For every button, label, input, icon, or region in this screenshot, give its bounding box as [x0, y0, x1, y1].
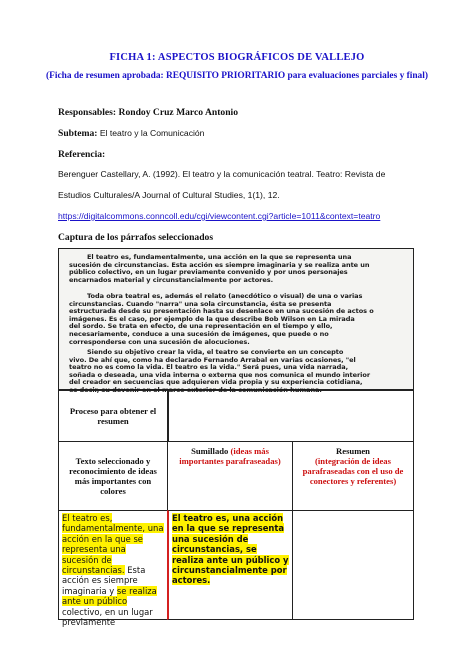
summary-process-table: [58, 390, 414, 628]
reference-line-2: Estudios Culturales/A Journal of Cultural Studies, 1(1), 12.: [58, 190, 280, 200]
document-subtitle: (Ficha de resumen aprobada: REQUISITO PRIORITARIO para evaluaciones parciales y final): [46, 71, 428, 81]
captura-label: Captura de los párrafos seleccionados: [58, 232, 214, 243]
highlighted-text: se realiza ante un público: [62, 585, 157, 607]
scan-line: El teatro es, fundamentalmente, una acción en la que se representa una: [87, 253, 352, 261]
responsables-label: Responsables:: [58, 107, 117, 118]
scan-line: teatro no es como la vida. El teatro es la vida." Será pues, una vida narrada,: [69, 363, 349, 372]
scan-line: encarnados material y circunstancialmente por actores.: [69, 275, 274, 284]
col3-header-red: (integración de ideas parafraseadas con el uso de conectores y referentes): [302, 456, 404, 486]
highlighted-text: El teatro es, fundamentalmente, una acción en la que se representa una sucesión de circunstancias.: [62, 513, 164, 576]
proceso-header-cell: [58, 390, 168, 442]
reference-link[interactable]: https://digitalcommons.conncoll.edu/cgi/viewcontent.cgi?article=1011&context=teatro: [58, 211, 381, 221]
scan-line: Toda obra teatral es, además el relato (anecdótico o visual) de una o varias: [87, 292, 363, 300]
subtema-label: Subtema:: [58, 128, 98, 139]
plain-text: colectivo, en un lugar previamente: [62, 606, 153, 628]
captured-paragraphs-image: [58, 248, 414, 394]
scan-paragraph-3: [69, 349, 370, 395]
scan-paragraph-1: [69, 254, 370, 284]
scan-line: circunstancias. Cuando "narra" una sola circunstancia, ésta se presenta: [69, 299, 332, 308]
scan-line: del sordo. Se trata en efecto, de una representación en el tiempo y ello,: [69, 322, 333, 331]
col1-header: Texto seleccionado y reconocimiento de ideas más importantes con colores: [69, 456, 157, 496]
empty-header-cell: [168, 390, 414, 442]
referencia-label: Referencia:: [58, 149, 106, 160]
reference-line-1: Berenguer Castellary, A. (1992). El teatro y la comunicación teatral. Teatro: Revista de: [58, 169, 386, 179]
col2-header-black: Sumillado: [191, 446, 229, 456]
col2-header-red: (ideas más importantes parafraseadas): [179, 446, 281, 466]
scan-line: sucesión de circunstancias. Esta acción es siempre imaginaria y se realiza ante un: [69, 260, 370, 269]
plain-text: Esta acción es siempre imaginaria y: [62, 565, 146, 596]
scan-paragraph-2: [69, 293, 374, 346]
responsables-line: [58, 107, 238, 118]
responsables-value: Rondoy Cruz Marco Antonio: [118, 107, 238, 118]
scan-line: público colectivo, en un lugar previamente convenido y por unos personajes: [69, 268, 348, 277]
col1-header-cell: [58, 441, 168, 511]
col1-body-cell: [58, 510, 168, 628]
scan-line: soñada o deseada, una vida interna o externa que nos comunica el mundo interior: [69, 370, 370, 379]
scan-line: necesariamente, conduce a una sucesión de imágenes, que puede o no: [69, 329, 329, 338]
scan-line: del creador en secuencias que adquieren vida propia y su experiencia cotidiana,: [69, 378, 363, 387]
col2-header-cell: [167, 441, 293, 511]
col3-body-cell: [292, 510, 414, 620]
scan-line: vivo. De ahí que, como ha declarado Fernando Arrabal en varias ocasiones, "el: [69, 355, 356, 364]
proceso-header: Proceso para obtener el resumen: [69, 406, 157, 426]
scan-line: Siendo su objetivo crear la vida, el teatro se convierte en un concepto: [87, 348, 344, 356]
col3-header-black: Resumen: [336, 446, 370, 456]
subtema-line: [58, 128, 204, 139]
scan-line: estructurada desde su presentación hasta su desenlace en una sucesión de actos o: [69, 307, 374, 316]
col2-body-cell: [167, 510, 293, 620]
scan-line: es decir, su devenir en el marco exterior de la comunicación humana.: [69, 385, 322, 394]
scan-line: imágenes. Es el caso, por ejemplo de la que describe Bob Wilson en La mirada: [69, 314, 355, 323]
sumillado-text: El teatro es, una acción en la que se representa una sucesión de circunstancias, se realiza ante un público y circunstancialmente por actores.: [172, 513, 289, 586]
subtema-value: El teatro y la Comunicación: [99, 128, 205, 138]
document-title: FICHA 1: ASPECTOS BIOGRÁFICOS DE VALLEJO: [109, 52, 365, 63]
scan-line: corresponderse con una sucesión de alocuciones.: [69, 337, 250, 346]
col3-header-cell: [292, 441, 414, 511]
